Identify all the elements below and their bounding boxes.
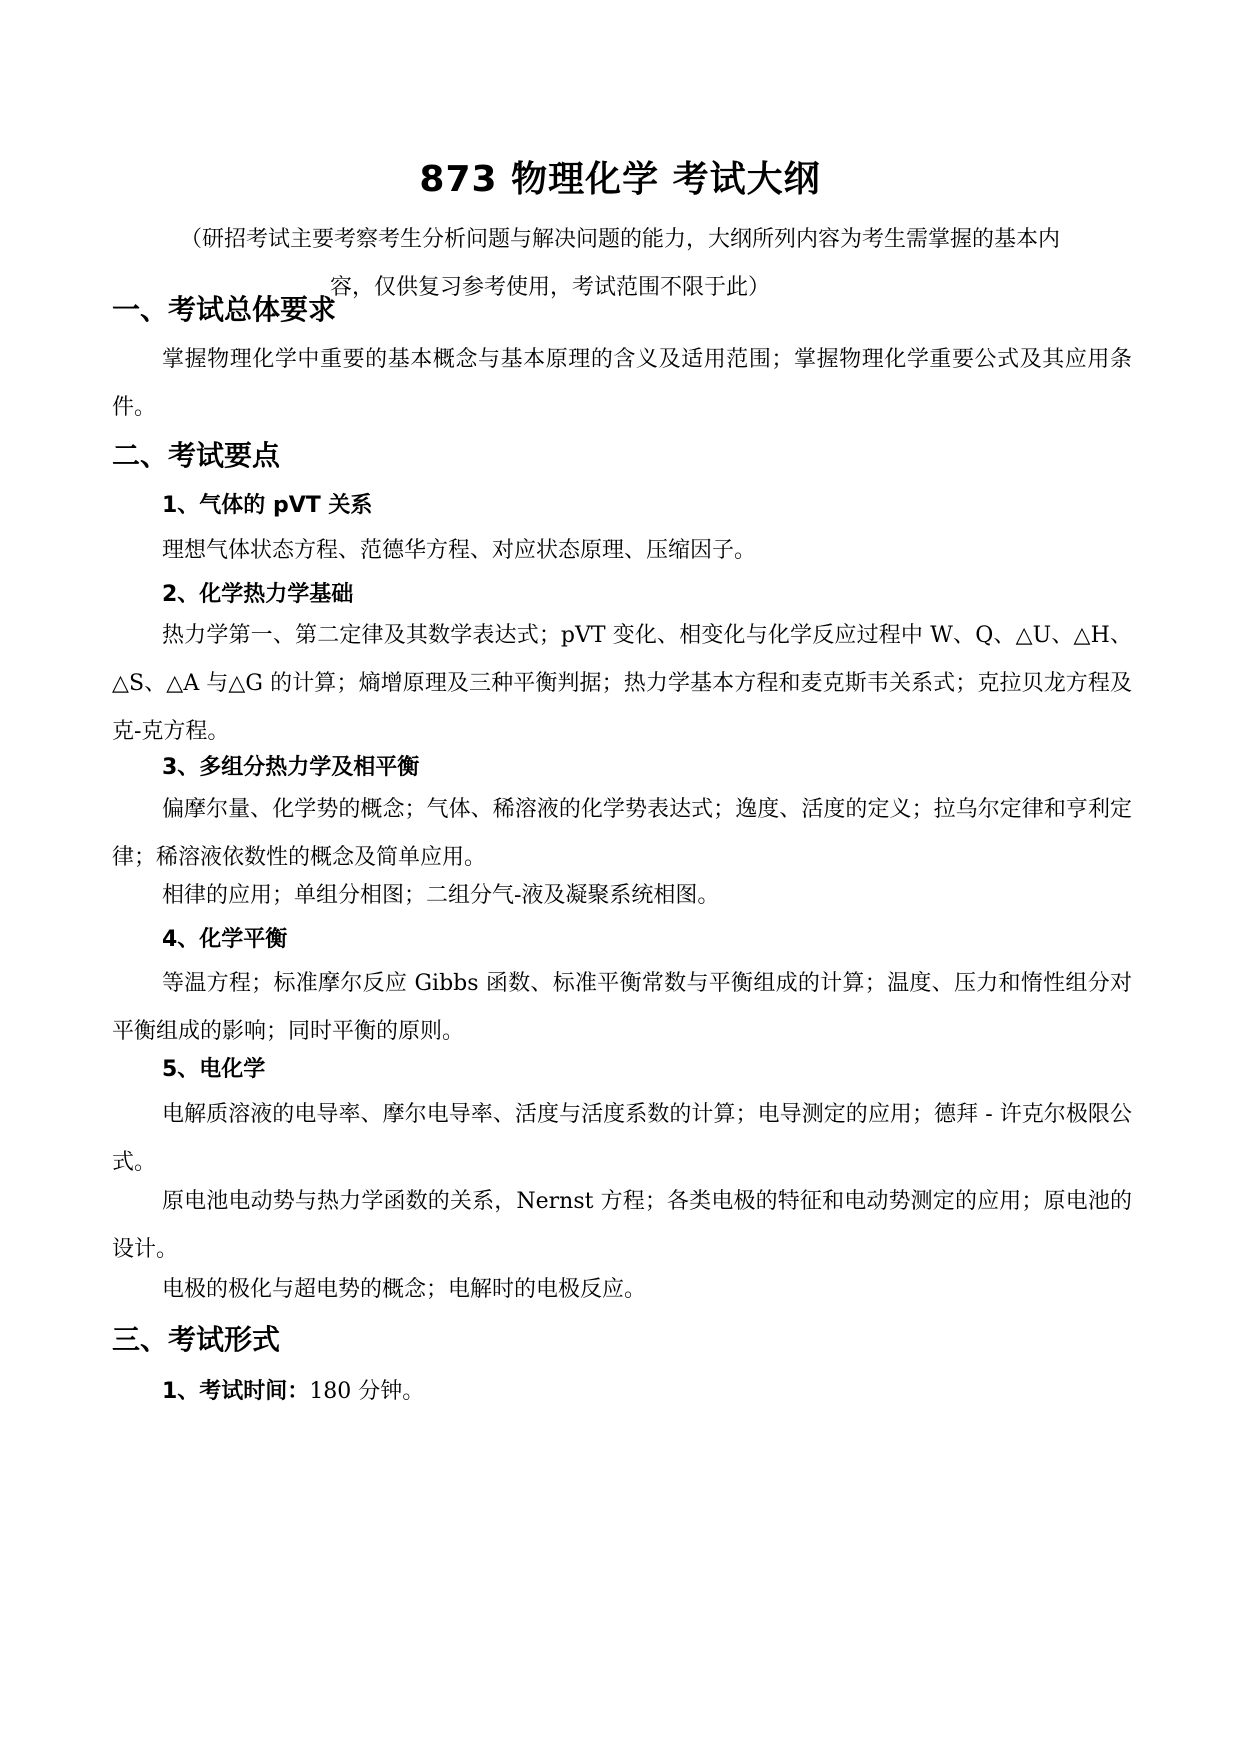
- section-heading-general-requirements: 一、考试总体要求: [112, 293, 337, 326]
- exam-time-value: 180 分钟。: [309, 1379, 425, 1404]
- exam-note-line-2: 容，仅供复习参考使用，考试范围不限于此）: [330, 275, 771, 300]
- subsection-heading-multicomponent-phase-equilibrium: 3、多组分热力学及相平衡: [162, 755, 420, 780]
- section-heading-exam-key-points: 二、考试要点: [112, 439, 281, 472]
- exam-time-line: [162, 1374, 424, 1410]
- electrochemistry-text-3: 电极的极化与超电势的概念；电解时的电极反应。: [162, 1277, 647, 1302]
- multicomponent-text-1: 偏摩尔量、化学势的概念；气体、稀溶液的化学势表达式；逸度、活度的定义；拉乌尔定律和亨利定律；稀溶液依数性的概念及简单应用。: [112, 797, 1132, 870]
- subsection-heading-chemical-thermodynamics: 2、化学热力学基础: [162, 582, 354, 607]
- subsection-heading-electrochemistry: 5、电化学: [162, 1057, 266, 1082]
- electrochemistry-text-2: 原电池电动势与热力学函数的关系，Nernst 方程；各类电极的特征和电动势测定的应用；原电池的设计。: [112, 1189, 1132, 1262]
- subsection-heading-chemical-equilibrium: 4、化学平衡: [162, 927, 288, 952]
- section-heading-exam-format: 三、考试形式: [112, 1323, 281, 1356]
- gas-pvt-text: 理想气体状态方程、范德华方程、对应状态原理、压缩因子。: [162, 538, 757, 563]
- page-title: 873 物理化学 考试大纲: [419, 159, 821, 200]
- electrochemistry-text-1: 电解质溶液的电导率、摩尔电导率、活度与活度系数的计算；电导测定的应用；德拜 - 许克尔极限公式。: [112, 1102, 1132, 1175]
- exam-time-label: 1、考试时间：: [162, 1379, 310, 1404]
- chemical-thermodynamics-text: 热力学第一、第二定律及其数学表达式；pVT 变化、相变化与化学反应过程中 W、Q、△U、△H、 △S、△A 与△G 的计算；熵增原理及三种平衡判据；热力学基本方程和麦克斯韦关系式；克拉贝龙方程及克-克方程。: [112, 623, 1132, 744]
- chemical-equilibrium-text: 等温方程；标准摩尔反应 Gibbs 函数、标准平衡常数与平衡组成的计算；温度、压力和惰性组分对平衡组成的影响；同时平衡的原则。: [112, 971, 1132, 1044]
- general-requirements-text: 掌握物理化学中重要的基本概念与基本原理的含义及适用范围；掌握物理化学重要公式及其应用条件。: [112, 347, 1132, 420]
- exam-note-line-1: （研招考试主要考察考生分析问题与解决问题的能力，大纲所列内容为考生需掌握的基本内: [179, 227, 1060, 252]
- multicomponent-text-2: 相律的应用；单组分相图；二组分气-液及凝聚系统相图。: [162, 883, 720, 908]
- subsection-heading-gas-pvt: 1、气体的 pVT 关系: [162, 493, 373, 518]
